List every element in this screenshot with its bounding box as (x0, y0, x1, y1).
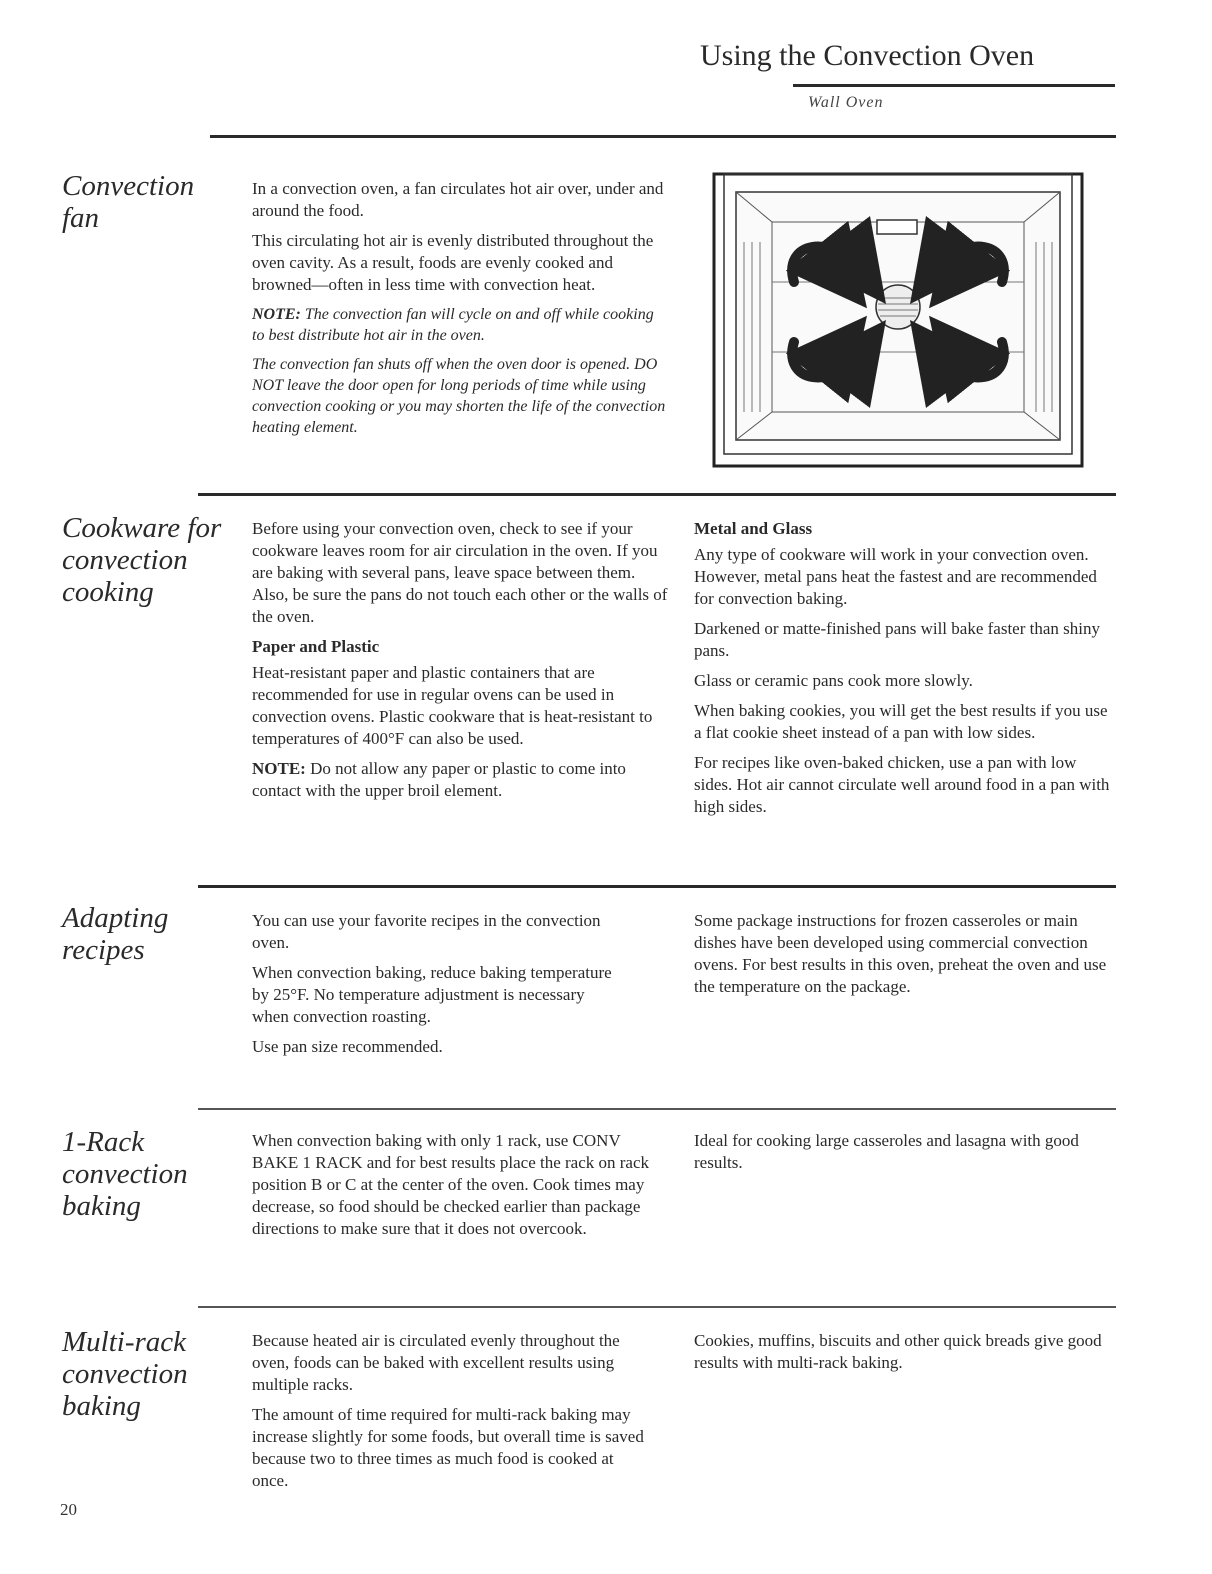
cookware-text-right (694, 518, 1114, 826)
1-rack-text-right (694, 1130, 1114, 1182)
1-rack-text-left (252, 1130, 652, 1248)
paragraph: Any type of cookware will work in your convection oven. However, metal pans heat the fastest and are recommended for convection baking. (694, 545, 1097, 608)
page-subtitle: Wall Oven (808, 94, 884, 111)
note: NOTE: Do not allow any paper or plastic to come into contact with the upper broil element. (252, 759, 626, 800)
paragraph: The amount of time required for multi-rack baking may increase slightly for some foods, but overall time is saved because two to three times as much food is cooked at once. (252, 1405, 644, 1490)
convection-fan-text (252, 178, 670, 446)
section-title-1-rack: 1-Rack convection baking (62, 1126, 188, 1222)
header-rule (210, 135, 1116, 138)
paragraph: When baking cookies, you will get the best results if you use a flat cookie sheet instead of a pan with low sides. (694, 701, 1108, 742)
section-title-multi-rack: Multi-rack convection baking (62, 1326, 188, 1422)
section-title-convection-fan: Convection fan (62, 170, 195, 234)
paragraph: Some package instructions for frozen casseroles or main dishes have been developed using commercial convection ovens. For best results in this oven, preheat the oven and use the temperature on the package. (694, 911, 1107, 996)
section-divider (198, 1108, 1116, 1110)
paragraph: This circulating hot air is evenly distributed throughout the oven cavity. As a result, foods are evenly cooked and browned—often in less time with convection heat. (252, 231, 654, 294)
adapting-text-right (694, 910, 1114, 1006)
paragraph: Before using your convection oven, check to see if your cookware leaves room for air circulation in the oven. If you are baking with several pans, leave space between them. Also, be sure the pans do not touch each other or the walls of the oven. (252, 519, 668, 626)
paragraph: Cookies, muffins, biscuits and other quick breads give good results with multi-rack baking. (694, 1331, 1102, 1372)
adapting-text-left (252, 910, 622, 1066)
note: NOTE: The convection fan will cycle on and off while cooking to best distribute hot air in the oven. (252, 306, 654, 344)
page-title: Using the Convection Oven (700, 39, 1035, 72)
section-divider (198, 885, 1116, 888)
paragraph: Because heated air is circulated evenly throughout the oven, foods can be baked with excellent results using multiple racks. (252, 1331, 620, 1394)
paragraph: For recipes like oven-baked chicken, use a pan with low sides. Hot air cannot circulate well around food in a pan with high sides. (694, 753, 1110, 816)
paragraph: Heat-resistant paper and plastic containers that are recommended for use in regular ovens can be used in convection ovens. Plastic cookware that is heat-resistant to temperatures of 400°F can also be used. (252, 663, 653, 748)
paragraph: Ideal for cooking large casseroles and lasagna with good results. (694, 1131, 1079, 1172)
paragraph: In a convection oven, a fan circulates hot air over, under and around the food. (252, 179, 664, 220)
multi-rack-text-right (694, 1330, 1114, 1382)
paragraph: Darkened or matte-finished pans will bake faster than shiny pans. (694, 619, 1100, 660)
section-title-adapting-recipes: Adapting recipes (62, 902, 169, 966)
paragraph: You can use your favorite recipes in the convection oven. (252, 911, 601, 952)
subheading: Paper and Plastic (252, 637, 380, 656)
note: The convection fan shuts off when the oven door is opened. DO NOT leave the door open for long periods of time while using convection cooking or you may shorten the life of the convection heating element. (252, 356, 666, 436)
paragraph: Glass or ceramic pans cook more slowly. (694, 671, 973, 690)
paragraph: Use pan size recommended. (252, 1037, 443, 1056)
section-divider (198, 1306, 1116, 1308)
multi-rack-text-left (252, 1330, 652, 1500)
cookware-text-left (252, 518, 672, 810)
header-underline (793, 84, 1115, 87)
section-divider (198, 493, 1116, 496)
paragraph: When convection baking with only 1 rack, use CONV BAKE 1 RACK and for best results place the rack on rack position B or C at the center of the oven. Cook times may decrease, so food should be checked earlier than package directions to make sure that it does not overcook. (252, 1131, 650, 1238)
convection-oven-illustration (712, 172, 1084, 468)
page-number: 20 (60, 1500, 77, 1519)
subheading: Metal and Glass (694, 519, 813, 538)
paragraph: When convection baking, reduce baking temperature by 25°F. No temperature adjustment is necessary when convection roasting. (252, 963, 612, 1026)
section-title-cookware: Cookware for convection cooking (62, 512, 222, 608)
